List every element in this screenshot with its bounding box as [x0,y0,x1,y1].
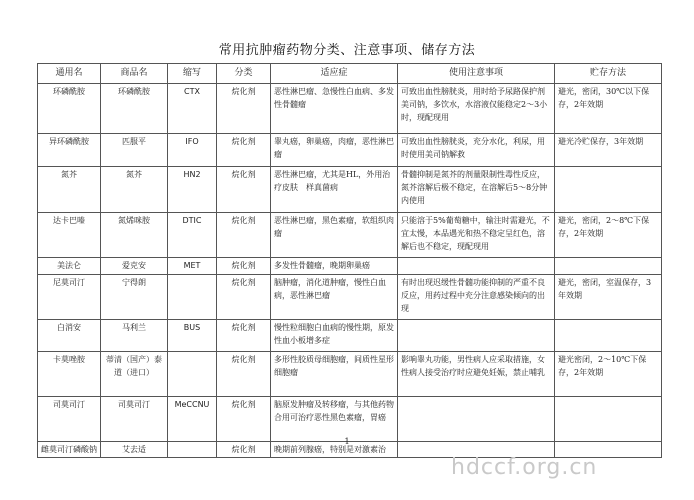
cell-generic-name: 司莫司汀 [38,397,101,442]
cell-precautions [398,320,555,352]
table-row [38,213,662,258]
cell-indication: 恶性淋巴瘤，尤其是HL，外用治疗皮肤 样真菌病 [271,167,398,213]
cell-indication: 恶性淋巴瘤、急慢性白血病、多发性骨髓瘤 [271,84,398,134]
cell-category: 烷化剂 [217,275,271,320]
cell-category: 烷化剂 [217,134,271,167]
cell-abbreviation [168,275,217,320]
cell-indication: 慢性粒细胞白血病的慢性期，原发性血小板增多症 [271,320,398,352]
cell-abbreviation: MeCCNU [168,397,217,442]
cell-category: 烷化剂 [217,442,271,458]
cell-generic-name: 异环磷酰胺 [38,134,101,167]
col-header-generic-name: 通用名 [38,64,101,84]
cell-indication: 睾丸癌，卵巢癌，肉瘤，恶性淋巴瘤 [271,134,398,167]
cell-indication: 多形性胶质母细胞瘤，间质性星形细胞瘤 [271,352,398,397]
table-header-row [38,64,662,84]
cell-generic-name: 环磷酰胺 [38,84,101,134]
cell-abbreviation: IFO [168,134,217,167]
table-row [38,134,662,167]
cell-storage [555,258,662,275]
cell-brand-name: 马利兰 [101,320,168,352]
col-header-abbreviation: 缩写 [168,64,217,84]
cell-brand-name: 宁得朗 [101,275,168,320]
cell-category: 烷化剂 [217,84,271,134]
cell-indication: 脑原发肿瘤及转移瘤，与其他药物合用可治疗恶性黑色素瘤，胃癌 [271,397,398,442]
cell-category: 烷化剂 [217,213,271,258]
cell-brand-name: 蒂清（国产）泰道（进口） [101,352,168,397]
cell-storage [555,167,662,213]
cell-generic-name: 尼莫司汀 [38,275,101,320]
col-header-indication: 适应症 [271,64,398,84]
cell-brand-name: 氮芥 [101,167,168,213]
table-row [38,275,662,320]
cell-precautions: 有时出现迟缓性骨髓功能抑制的严重不良反应，用药过程中充分注意感染倾向的出现 [398,275,555,320]
cell-abbreviation: CTX [168,84,217,134]
cell-storage: 避光，密闭，30℃以下保存，2年效期 [555,84,662,134]
col-header-storage: 贮存方法 [555,64,662,84]
cell-generic-name: 雌莫司汀磷酸钠 [38,442,101,458]
cell-brand-name: 爱克安 [101,258,168,275]
cell-brand-name: 匹服平 [101,134,168,167]
cell-abbreviation [168,352,217,397]
table-row [38,167,662,213]
page-title: 常用抗肿瘤药物分类、注意事项、储存方法 [218,43,476,58]
watermark: hdccf.org.cn [451,455,598,480]
cell-storage: 避光冷贮保存，3年效期 [555,134,662,167]
table-row [38,84,662,134]
cell-precautions: 骨髓抑制是氮芥的剂量限制性毒性反应，氮芥溶解后极不稳定，在溶解后5～8分钟内使用 [398,167,555,213]
cell-generic-name: 卡莫唑胺 [38,352,101,397]
cell-abbreviation: DTIC [168,213,217,258]
table-row [38,258,662,275]
cell-abbreviation: HN2 [168,167,217,213]
col-header-precautions: 使用注意事项 [398,64,555,84]
cell-precautions: 可致出血性膀胱炎，用时给予尿路保护剂美司钠，多饮水，水溶液仅能稳定2～3小时，现配现用 [398,84,555,134]
table-row [38,352,662,397]
col-header-brand-name: 商品名 [101,64,168,84]
cell-category: 烷化剂 [217,352,271,397]
cell-brand-name: 司莫司汀 [101,397,168,442]
cell-indication: 脑肿瘤，消化道肿瘤，慢性白血病，恶性淋巴瘤 [271,275,398,320]
table-row [38,397,662,442]
cell-storage: 避光密闭，2～10℃下保存，2年效期 [555,352,662,397]
drug-table [37,63,662,458]
cell-precautions: 影响睾丸功能，男性病人应采取措施，女性病人接受治疗时应避免妊娠，禁止哺乳 [398,352,555,397]
cell-storage: 避光，密闭，2～8℃下保存，2年效期 [555,213,662,258]
cell-category: 烷化剂 [217,320,271,352]
cell-abbreviation: MET [168,258,217,275]
cell-category: 烷化剂 [217,258,271,275]
cell-storage [555,320,662,352]
cell-precautions [398,258,555,275]
cell-indication: 晚期前列腺癌，特别是对激素治 [271,442,398,458]
cell-brand-name: 氮烯咪胺 [101,213,168,258]
cell-generic-name: 氮芥 [38,167,101,213]
cell-brand-name: 艾去适 [101,442,168,458]
cell-category: 烷化剂 [217,167,271,213]
cell-precautions [398,397,555,442]
cell-generic-name: 美法仑 [38,258,101,275]
cell-precautions: 只能溶于5%葡萄糖中，输注时需避光，不宜太慢，本品遇光和热不稳定呈红色，溶解后也不稳定，现配现用 [398,213,555,258]
page-number: 1 [344,437,350,446]
cell-indication: 恶性淋巴瘤，黑色素瘤，软组织肉瘤 [271,213,398,258]
cell-brand-name: 环磷酰胺 [101,84,168,134]
cell-generic-name: 白消安 [38,320,101,352]
cell-precautions: 可致出血性膀胱炎，充分水化，利尿，用时使用美司钠解救 [398,134,555,167]
cell-category: 烷化剂 [217,397,271,442]
cell-generic-name: 达卡巴嗪 [38,213,101,258]
cell-abbreviation: BUS [168,320,217,352]
cell-storage: 避光，密闭，室温保存，3年效期 [555,275,662,320]
cell-storage [555,397,662,442]
table-row [38,320,662,352]
cell-indication: 多发性骨髓瘤，晚期卵巢癌 [271,258,398,275]
col-header-category: 分类 [217,64,271,84]
